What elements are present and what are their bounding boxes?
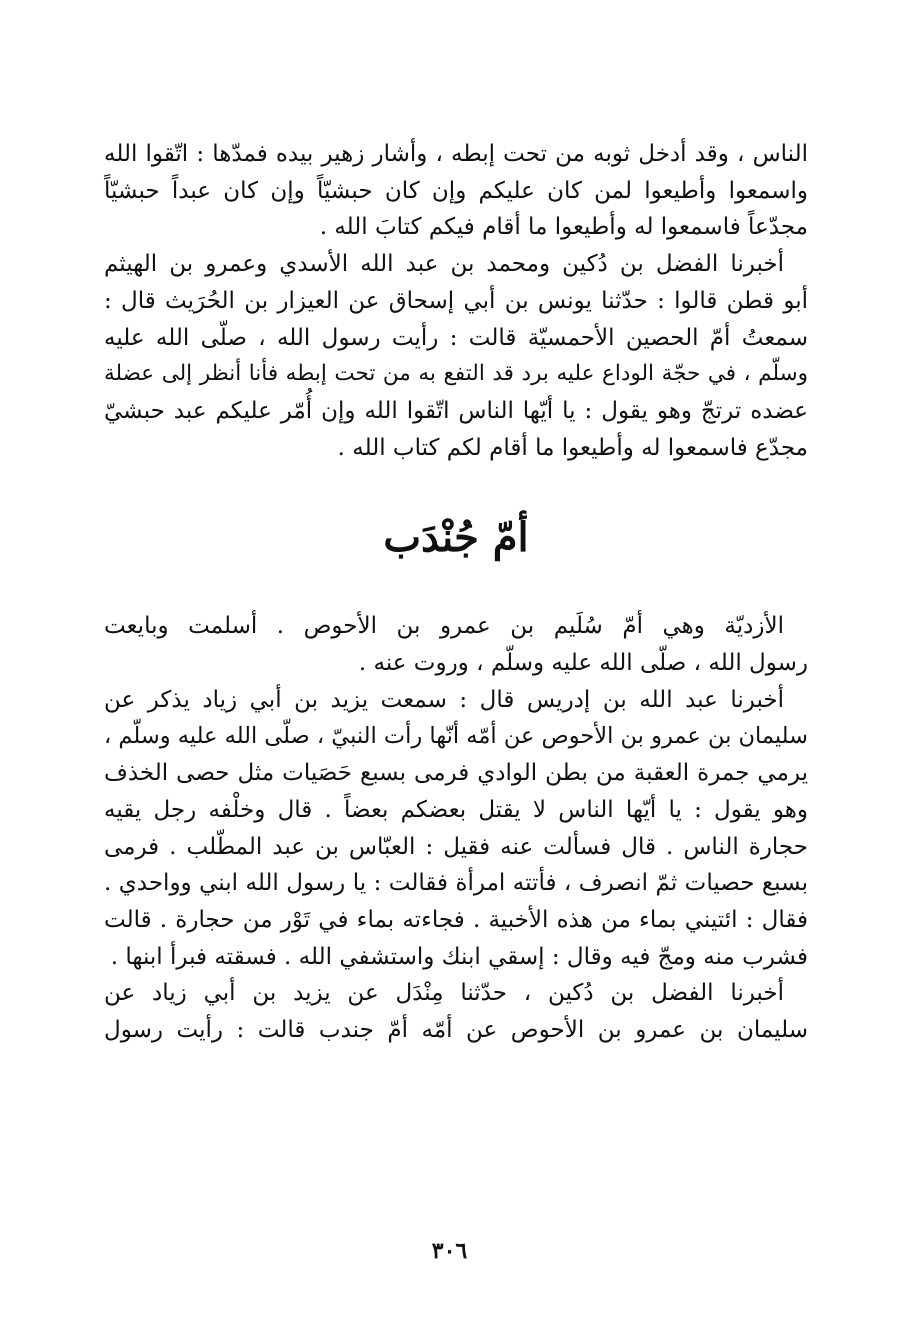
text-line: يرمي جمرة العقبة من بطن الوادي فرمى بسبع حَصَيات مثل حصى الخذف xyxy=(104,760,808,787)
text-line: سليمان بن عمرو بن الأحوص عن أمّه أمّ جندب قالت : رأيت رسول xyxy=(104,1017,808,1044)
paragraph-s2-p3 xyxy=(104,975,808,1048)
text-line: عضده ترتجّ وهو يقول : يا أيّها الناس اتّقوا الله وإن أُمّر عليكم عبد حبشيّ xyxy=(104,397,808,424)
page-number: ٣٠٦ xyxy=(431,1238,468,1264)
text-line: سمعتُ أمّ الحصين الأحمسيّة قالت : رأيت رسول الله ، صلّى الله عليه xyxy=(104,324,808,351)
text-line: أخبرنا الفضل بن دُكين ومحمد بن عبد الله الأسدي وعمرو بن الهيثم xyxy=(104,251,784,278)
page-content xyxy=(104,136,808,1049)
paragraph-s2-p1 xyxy=(104,608,808,681)
text-line: أخبرنا الفضل بن دُكين ، حدّثنا مِنْدَل عن يزيد بن أبي زياد عن xyxy=(104,980,784,1007)
section-heading: أمّ جُنْدَب xyxy=(383,514,529,562)
paragraph-s1-p2 xyxy=(104,246,808,466)
text-line: واسمعوا وأطيعوا لمن كان عليكم وإن كان حبشيّاً وإن كان عبداً حبشيّاً xyxy=(104,177,808,204)
text-line: مجدّعاً فاسمعوا له وأطيعوا ما أقام فيكم كتابَ الله . xyxy=(319,214,808,241)
text-line: أبو قطن قالوا : حدّثنا يونس بن أبي إسحاق عن العيزار بن الحُرَيث قال : xyxy=(104,287,808,314)
text-line: فشرب منه ومجّ فيه وقال : إسقي ابنك واستشفي الله . فسقته فبرأ ابنها . xyxy=(110,943,808,970)
text-line: سليمان بن عمرو بن الأحوص عن أمّه أنّها رأت النبيّ ، صلّى الله عليه وسلّم ، xyxy=(104,723,808,750)
paragraph-s1-p1 xyxy=(104,136,808,246)
paragraph-s2-p2 xyxy=(104,682,808,976)
text-line: وهو يقول : يا أيّها الناس لا يقتل بعضكم بعضاً . قال وخلْفه رجل يقيه xyxy=(104,796,808,823)
text-line: الناس ، وقد أدخل ثوبه من تحت إبطه ، وأشار زهير بيده فمدّها : اتّقوا الله xyxy=(104,141,808,167)
text-line: فقال : ائتيني بماء من هذه الأخبية . فجاءته بماء في تَوْر من حجارة . قالت xyxy=(104,906,808,933)
text-line: بسبع حصيات ثمّ انصرف ، فأتته امرأة فقالت : يا رسول الله ابني وواحدي . xyxy=(104,870,808,897)
text-line: رسول الله ، صلّى الله عليه وسلّم ، وروت عنه . xyxy=(358,650,808,677)
text-line: مجدّع فاسمعوا له وأطيعوا ما أقام لكم كتاب الله . xyxy=(337,434,808,461)
text-line: وسلّم ، في حجّة الوداع عليه برد قد التفع به من تحت إبطه فأنا أنظر إلى عضلة xyxy=(104,361,808,387)
text-line: حجارة الناس . قال فسألت عنه فقيل : العبّاس بن عبد المطّلب . فرمى xyxy=(104,833,808,860)
text-line: الأزديّة وهي أمّ سُلَيم بن عمرو بن الأحوص . أسلمت وبايعت xyxy=(104,613,784,640)
text-line: أخبرنا عبد الله بن إدريس قال : سمعت يزيد بن أبي زياد يذكر عن xyxy=(104,686,784,713)
